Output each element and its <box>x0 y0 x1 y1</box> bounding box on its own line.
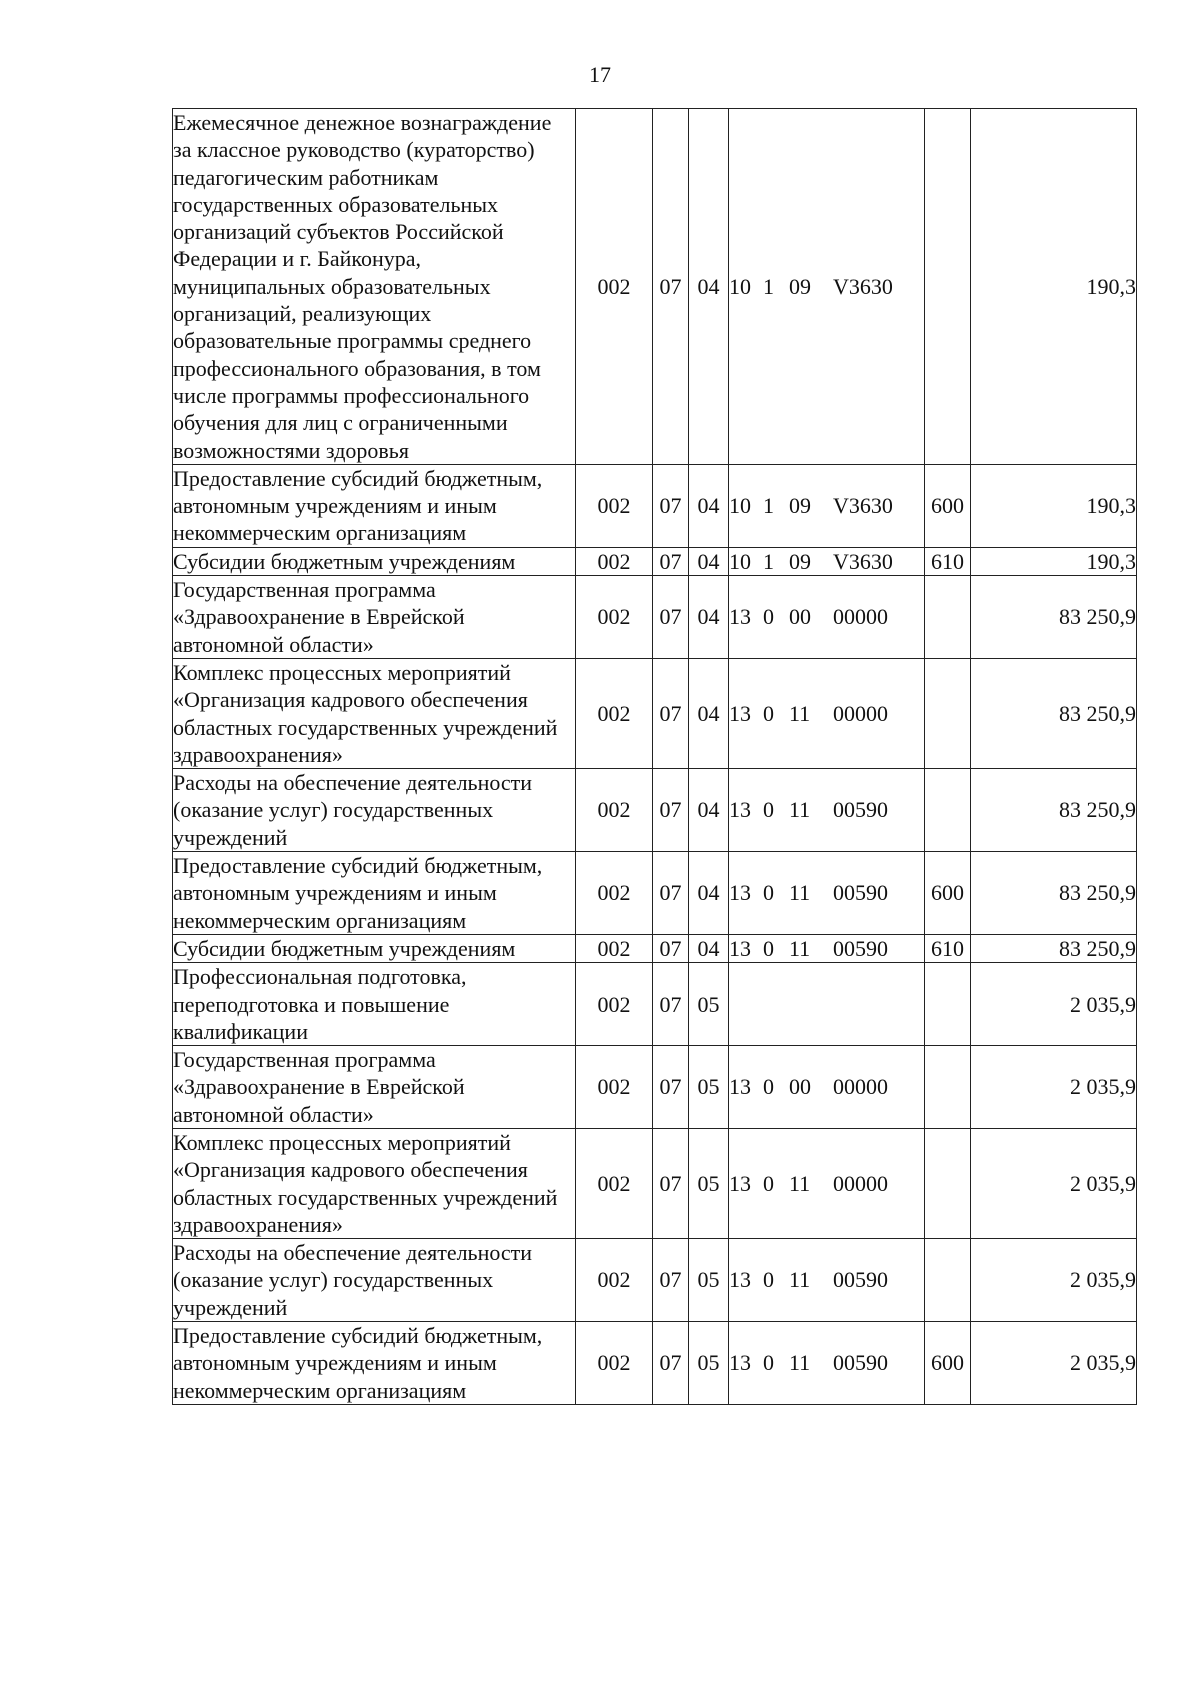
expense-type-cell: 600 <box>925 1322 971 1405</box>
target-direction-code: 00590 <box>833 1267 888 1293</box>
expense-name-cell: Расходы на обеспечение деятельности (оказание услуг) государственных учреждений <box>173 1239 576 1322</box>
target-direction-code: V3630 <box>833 273 893 299</box>
target-subprogram-code: 0 <box>763 1074 774 1100</box>
target-direction-code: 00590 <box>833 797 888 823</box>
target-article-cell <box>729 769 925 852</box>
expense-type-cell <box>925 1046 971 1129</box>
section-code-cell: 07 <box>653 1239 689 1322</box>
subsection-code-cell: 04 <box>689 576 729 659</box>
expense-name-cell: Профессиональная подготовка, переподготовка и повышение квалификации <box>173 963 576 1046</box>
target-program-code: 13 <box>729 1074 751 1100</box>
section-code-cell: 07 <box>653 1322 689 1405</box>
table-row <box>173 1239 1137 1322</box>
amount-cell: 2 035,9 <box>971 1239 1137 1322</box>
subsection-code-cell: 04 <box>689 934 729 962</box>
amount-cell: 83 250,9 <box>971 769 1137 852</box>
target-event-code: 00 <box>789 604 811 630</box>
target-program-code: 13 <box>729 1350 751 1376</box>
amount-cell: 190,3 <box>971 547 1137 575</box>
target-program-code: 13 <box>729 935 751 961</box>
section-code-cell: 07 <box>653 963 689 1046</box>
target-article-cell <box>729 852 925 935</box>
target-program-code: 10 <box>729 493 751 519</box>
amount-cell: 83 250,9 <box>971 852 1137 935</box>
target-article-cell <box>729 1239 925 1322</box>
ministry-code-cell: 002 <box>576 963 653 1046</box>
amount-cell: 2 035,9 <box>971 963 1137 1046</box>
target-subprogram-code: 0 <box>763 1170 774 1196</box>
expense-type-cell: 610 <box>925 934 971 962</box>
expense-name-cell: Государственная программа «Здравоохранение в Еврейской автономной области» <box>173 576 576 659</box>
amount-cell: 83 250,9 <box>971 576 1137 659</box>
target-direction-code: 00590 <box>833 1350 888 1376</box>
target-direction-code: 00590 <box>833 880 888 906</box>
ministry-code-cell: 002 <box>576 464 653 547</box>
table-row <box>173 934 1137 962</box>
table-row <box>173 769 1137 852</box>
subsection-code-cell: 04 <box>689 109 729 465</box>
budget-table <box>172 108 1137 1405</box>
target-event-code: 00 <box>789 1074 811 1100</box>
subsection-code-cell: 05 <box>689 1239 729 1322</box>
target-article-cell <box>729 109 925 465</box>
subsection-code-cell: 04 <box>689 547 729 575</box>
ministry-code-cell: 002 <box>576 852 653 935</box>
target-article-cell <box>729 1046 925 1129</box>
target-article-cell <box>729 576 925 659</box>
expense-name-cell: Субсидии бюджетным учреждениям <box>173 934 576 962</box>
target-program-code: 13 <box>729 797 751 823</box>
subsection-code-cell: 05 <box>689 963 729 1046</box>
section-code-cell: 07 <box>653 658 689 768</box>
amount-cell: 2 035,9 <box>971 1128 1137 1238</box>
subsection-code-cell: 04 <box>689 658 729 768</box>
expense-type-cell <box>925 658 971 768</box>
section-code-cell: 07 <box>653 1046 689 1129</box>
expense-name-cell: Государственная программа «Здравоохранение в Еврейской автономной области» <box>173 1046 576 1129</box>
expense-name-cell: Предоставление субсидий бюджетным, автономным учреждениям и иным некоммерческим организациям <box>173 464 576 547</box>
expense-type-cell <box>925 963 971 1046</box>
ministry-code-cell: 002 <box>576 658 653 768</box>
target-program-code: 13 <box>729 1267 751 1293</box>
target-event-code: 11 <box>789 880 811 906</box>
table-body <box>173 109 1137 1405</box>
target-program-code: 13 <box>729 700 751 726</box>
section-code-cell: 07 <box>653 547 689 575</box>
target-subprogram-code: 1 <box>763 493 774 519</box>
expense-name-cell: Предоставление субсидий бюджетным, автономным учреждениям и иным некоммерческим организациям <box>173 852 576 935</box>
section-code-cell: 07 <box>653 109 689 465</box>
target-direction-code: 00000 <box>833 1170 888 1196</box>
target-subprogram-code: 0 <box>763 700 774 726</box>
subsection-code-cell: 05 <box>689 1128 729 1238</box>
expense-name-cell: Комплекс процессных мероприятий «Организация кадрового обеспечения областных государственных учреждений здравоохранения» <box>173 1128 576 1238</box>
target-direction-code: 00590 <box>833 935 888 961</box>
target-article-cell <box>729 1322 925 1405</box>
expense-type-cell <box>925 576 971 659</box>
subsection-code-cell: 05 <box>689 1322 729 1405</box>
ministry-code-cell: 002 <box>576 934 653 962</box>
target-event-code: 09 <box>789 548 811 574</box>
ministry-code-cell: 002 <box>576 547 653 575</box>
target-subprogram-code: 1 <box>763 548 774 574</box>
target-event-code: 11 <box>789 700 811 726</box>
subsection-code-cell: 04 <box>689 464 729 547</box>
expense-type-cell <box>925 769 971 852</box>
section-code-cell: 07 <box>653 1128 689 1238</box>
target-subprogram-code: 0 <box>763 880 774 906</box>
target-event-code: 11 <box>789 797 811 823</box>
expense-type-cell <box>925 109 971 465</box>
table-row <box>173 1128 1137 1238</box>
target-direction-code: 00000 <box>833 700 888 726</box>
subsection-code-cell: 04 <box>689 852 729 935</box>
target-subprogram-code: 0 <box>763 604 774 630</box>
target-program-code: 10 <box>729 548 751 574</box>
amount-cell: 190,3 <box>971 109 1137 465</box>
section-code-cell: 07 <box>653 464 689 547</box>
ministry-code-cell: 002 <box>576 1322 653 1405</box>
target-event-code: 09 <box>789 493 811 519</box>
table-row <box>173 576 1137 659</box>
target-program-code: 13 <box>729 880 751 906</box>
subsection-code-cell: 05 <box>689 1046 729 1129</box>
expense-name-cell: Субсидии бюджетным учреждениям <box>173 547 576 575</box>
section-code-cell: 07 <box>653 576 689 659</box>
target-direction-code: 00000 <box>833 604 888 630</box>
table-row <box>173 658 1137 768</box>
table-row <box>173 547 1137 575</box>
ministry-code-cell: 002 <box>576 1239 653 1322</box>
amount-cell: 83 250,9 <box>971 934 1137 962</box>
expense-name-cell: Расходы на обеспечение деятельности (оказание услуг) государственных учреждений <box>173 769 576 852</box>
target-article-cell <box>729 547 925 575</box>
target-event-code: 09 <box>789 273 811 299</box>
expense-type-cell: 600 <box>925 852 971 935</box>
target-event-code: 11 <box>789 1350 811 1376</box>
section-code-cell: 07 <box>653 769 689 852</box>
target-article-cell <box>729 934 925 962</box>
target-program-code: 13 <box>729 1170 751 1196</box>
target-direction-code: V3630 <box>833 493 893 519</box>
target-article-cell <box>729 658 925 768</box>
ministry-code-cell: 002 <box>576 576 653 659</box>
amount-cell: 83 250,9 <box>971 658 1137 768</box>
target-event-code: 11 <box>789 935 811 961</box>
target-subprogram-code: 0 <box>763 935 774 961</box>
target-program-code: 10 <box>729 273 751 299</box>
section-code-cell: 07 <box>653 852 689 935</box>
target-event-code: 11 <box>789 1170 811 1196</box>
ministry-code-cell: 002 <box>576 1128 653 1238</box>
table-row <box>173 464 1137 547</box>
expense-type-cell <box>925 1128 971 1238</box>
expense-name-cell: Ежемесячное денежное вознаграждение за классное руководство (кураторство) педагогическим работникам государственных образовательных организаций субъектов Российской Федерации и г. Байконура, муниципальных образовательных организаций, реализующих образовательные программы среднего профессионального образования, в том числе программы профессионального обучения для лиц с ограниченными возможностями здоровья <box>173 109 576 465</box>
target-subprogram-code: 0 <box>763 797 774 823</box>
table-row <box>173 963 1137 1046</box>
target-program-code: 13 <box>729 604 751 630</box>
table-row <box>173 1322 1137 1405</box>
target-subprogram-code: 0 <box>763 1267 774 1293</box>
target-direction-code: V3630 <box>833 548 893 574</box>
expense-name-cell: Предоставление субсидий бюджетным, автономным учреждениям и иным некоммерческим организациям <box>173 1322 576 1405</box>
target-article-cell <box>729 464 925 547</box>
target-subprogram-code: 1 <box>763 273 774 299</box>
amount-cell: 2 035,9 <box>971 1322 1137 1405</box>
expense-type-cell <box>925 1239 971 1322</box>
ministry-code-cell: 002 <box>576 1046 653 1129</box>
target-direction-code: 00000 <box>833 1074 888 1100</box>
ministry-code-cell: 002 <box>576 769 653 852</box>
amount-cell: 190,3 <box>971 464 1137 547</box>
target-event-code: 11 <box>789 1267 811 1293</box>
expense-type-cell: 610 <box>925 547 971 575</box>
section-code-cell: 07 <box>653 934 689 962</box>
target-article-cell <box>729 1128 925 1238</box>
ministry-code-cell: 002 <box>576 109 653 465</box>
expense-name-cell: Комплекс процессных мероприятий «Организация кадрового обеспечения областных государственных учреждений здравоохранения» <box>173 658 576 768</box>
table-row <box>173 852 1137 935</box>
subsection-code-cell: 04 <box>689 769 729 852</box>
table-row <box>173 109 1137 465</box>
amount-cell: 2 035,9 <box>971 1046 1137 1129</box>
target-subprogram-code: 0 <box>763 1350 774 1376</box>
table-row <box>173 1046 1137 1129</box>
target-article-cell <box>729 963 925 1046</box>
expense-type-cell: 600 <box>925 464 971 547</box>
page-number: 17 <box>589 62 611 87</box>
